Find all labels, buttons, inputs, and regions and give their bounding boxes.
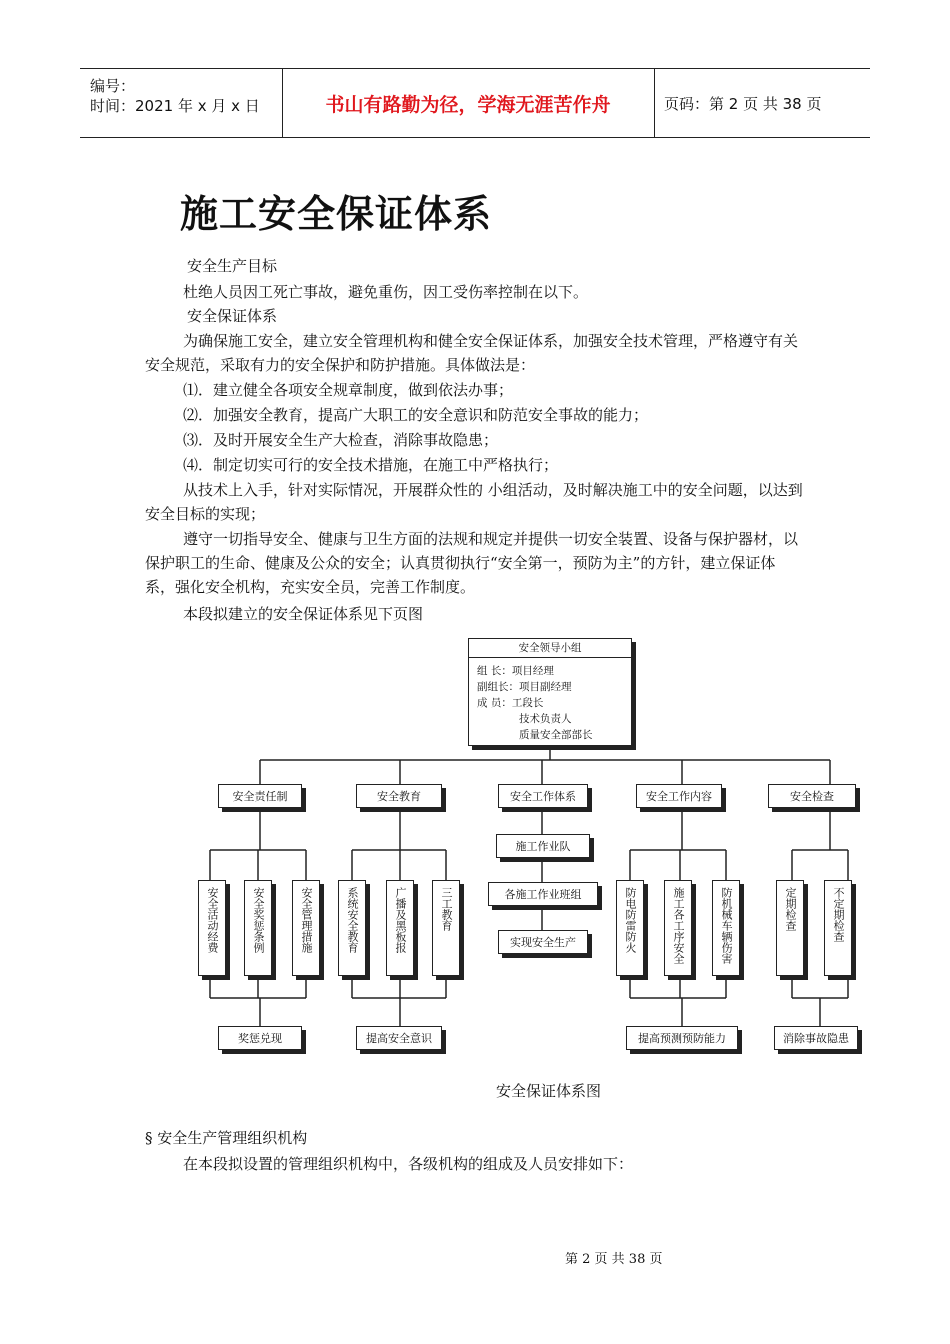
item-safe-production: 实现安全生产: [498, 930, 588, 954]
item-system-education: 系统安全教育: [338, 880, 366, 976]
result-awareness: 提高安全意识: [356, 1026, 442, 1050]
page-footer: 第 2 页 共 38 页: [565, 1252, 663, 1267]
result-reward: 奖惩兑现: [218, 1026, 302, 1050]
leader-line: 技术负责人: [519, 713, 572, 725]
branch-work-content: 安全工作内容: [636, 784, 722, 808]
branch-education: 安全教育: [356, 784, 442, 808]
paragraph-goal-heading: 安全生产目标: [187, 257, 278, 275]
leader-line: 成 员：工段长: [477, 697, 544, 709]
chart-caption: 安全保证体系图: [496, 1082, 602, 1100]
document-title: 施工安全保证体系: [180, 191, 493, 236]
paragraph-item-3: ⑶．及时开展安全生产大检查，消除事故隐患；: [183, 431, 499, 449]
item-activity-funds: 安全活动经费: [198, 880, 226, 976]
header-meta: [80, 69, 283, 137]
paragraph-regulations: 遵守一切指导安全、健康与卫生方面的法规和规定并提供一切安全装置、设备与保护器材，以保护职工的生命、健康及公众的安全；认真贯彻执行“安全第一，预防为主”的方针，建立保证体系，强化安全机构，充实安全员，完善工作制度。: [145, 530, 799, 596]
paragraph-item-2: ⑵．加强安全教育，提高广大职工的安全意识和防范安全事故的能力；: [183, 406, 649, 424]
paragraph-item-1: ⑴．建立健全各项安全规章制度，做到依法办事；: [183, 381, 514, 399]
result-prediction: 提高预测预防能力: [626, 1026, 738, 1050]
item-vehicle-injury: 防机械车辆伤害: [712, 880, 740, 976]
item-process-safety: 施工各工序安全: [664, 880, 692, 976]
branch-inspection: 安全检查: [768, 784, 856, 808]
leader-line: 副组长：项目副经理: [477, 681, 572, 693]
item-reward-rules: 安全奖惩条例: [244, 880, 272, 976]
item-management-measures: 安全管理措施: [292, 880, 320, 976]
paragraph-see-figure: 本段拟建立的安全保证体系见下页图: [183, 605, 424, 623]
branch-work-system: 安全工作体系: [498, 784, 588, 808]
paragraph-item-4: ⑷．制定切实可行的安全技术措施，在施工中严格执行；: [183, 456, 559, 474]
item-regular-inspection: 定期检查: [776, 880, 804, 976]
paragraph-intro: 为确保施工安全，建立安全管理机构和健全安全保证体系，加强安全技术管理，严格遵守有关安全规范，采取有力的安全保护和防护措施。具体做法是：: [145, 332, 799, 374]
leader-group-title: 安全领导小组: [469, 639, 631, 658]
leader-line: 组 长：项目经理: [477, 665, 554, 677]
header-motto: 书山有路勤为径，学海无涯苦作舟: [282, 69, 655, 137]
leader-group-box: [468, 638, 632, 746]
safety-system-chart: [196, 638, 864, 1058]
item-three-level-education: 三工教育: [432, 880, 460, 976]
item-irregular-inspection: 不定期检查: [824, 880, 852, 976]
item-work-groups: 各施工作业班组: [488, 882, 598, 906]
section-heading: § 安全生产管理组织机构: [145, 1129, 308, 1147]
page-header: [80, 68, 870, 138]
item-construction-team: 施工作业队: [496, 834, 590, 858]
result-eliminate-hazards: 消除事故隐患: [774, 1026, 858, 1050]
paragraph-technique: 从技术上入手，针对实际情况，开展群众性的 小组活动，及时解决施工中的安全问题，以达到安全目标的实现；: [145, 481, 803, 523]
item-electric-fire: 防电防雷防火: [616, 880, 644, 976]
header-page-info: 页码：第 2 页 共 38 页: [664, 94, 822, 113]
section-text: 在本段拟设置的管理组织机构中，各级机构的组成及人员安排如下：: [183, 1155, 634, 1173]
leader-line: 质量安全部部长: [519, 729, 593, 741]
paragraph-system-heading: 安全保证体系: [187, 307, 278, 325]
paragraph-goal: 杜绝人员因工死亡事故，避免重伤，因工受伤率控制在以下。: [183, 283, 589, 301]
time-label: 时间：2021 年 x 月 x 日: [90, 97, 260, 115]
branch-responsibility: 安全责任制: [218, 784, 302, 808]
number-label: 编号：: [90, 77, 136, 95]
item-broadcast-board: 广播及黑板报: [386, 880, 414, 976]
